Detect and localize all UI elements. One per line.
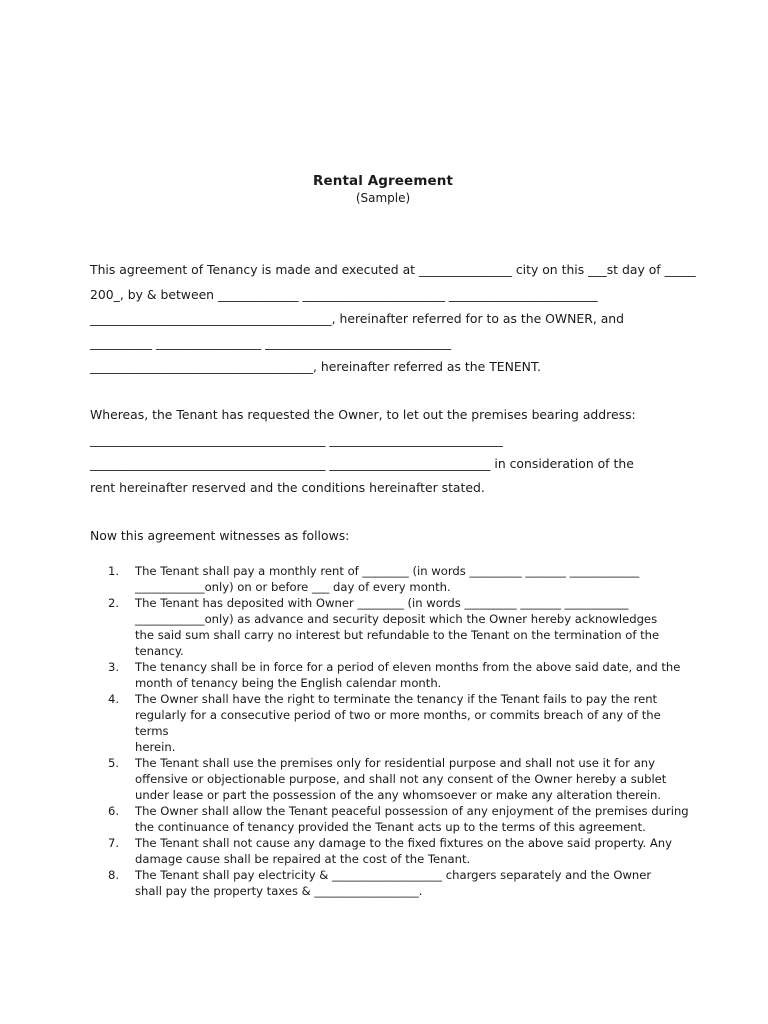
list-item [90, 803, 690, 835]
term-number: 4. [108, 692, 120, 706]
intro-line: 200_, by & between _____________ _______________________ ________________________ [90, 287, 598, 302]
term-number: 7. [108, 836, 120, 850]
term-text: The Tenant has deposited with Owner ________ (in words _________ _______ ___________ ____________only) as advance and security deposit which the Owner hereby acknowledges the said sum shall carry no interest but refundable to the Tenant on the termination of the tenancy. [135, 596, 660, 658]
term-text: The Tenant shall pay electricity & ___________________ chargers separately and the Owner shall pay the property taxes & __________________. [135, 868, 652, 898]
whereas-line: Whereas, the Tenant has requested the Owner, to let out the premises bearing address: [90, 407, 636, 422]
list-item [90, 595, 690, 659]
term-number: 1. [108, 564, 120, 578]
list-item [90, 867, 690, 899]
document-title: Rental Agreement [312, 173, 454, 189]
list-item [90, 835, 690, 867]
term-text: The Owner shall have the right to terminate the tenancy if the Tenant fails to pay the rent regularly for a consecutive period of two or more months, or commits breach of any of the terms herein. [135, 692, 661, 754]
term-text: The tenancy shall be in force for a period of eleven months from the above said date, and the month of tenancy being the English calendar month. [135, 660, 681, 690]
terms-list [90, 563, 690, 899]
list-item [90, 659, 690, 691]
list-item [90, 563, 690, 595]
term-number: 3. [108, 660, 120, 674]
term-number: 6. [108, 804, 120, 818]
intro-line: _______________________________________, hereinafter referred for to as the OWNER, and [90, 311, 625, 326]
term-text: The Tenant shall pay a monthly rent of ________ (in words _________ _______ ____________ ____________only) on or before ___ day of every month. [135, 564, 640, 594]
term-text: The Owner shall allow the Tenant peaceful possession of any enjoyment of the premises during the continuance of tenancy provided the Tenant acts up to the terms of this agreement. [135, 804, 689, 834]
whereas-line: rent hereinafter reserved and the conditions hereinafter stated. [90, 480, 485, 495]
term-number: 8. [108, 868, 120, 882]
list-item [90, 691, 690, 755]
term-number: 5. [108, 756, 120, 770]
term-text: The Tenant shall not cause any damage to the fixed fixtures on the above said property. Any damage cause shall be repaired at the cost of the Tenant. [135, 836, 672, 866]
whereas-line: ______________________________________ ____________________________ [90, 432, 503, 447]
term-number: 2. [108, 596, 120, 610]
list-item [90, 755, 690, 803]
whereas-line: ______________________________________ __________________________ in consideration of the [90, 456, 634, 471]
term-text: The Tenant shall use the premises only for residential purpose and shall not use it for any offensive or objectionable purpose, and shall not any consent of the Owner hereby a sublet under lease or part the possession of the any whomsoever or make any alteration therein. [135, 756, 667, 802]
intro-line: ____________________________________, hereinafter referred as the TENENT. [90, 359, 541, 374]
document-subtitle: (Sample) [355, 191, 411, 205]
intro-line: This agreement of Tenancy is made and executed at _______________ city on this ___st day of _____ [90, 262, 696, 277]
intro-line: __________ _________________ ______________________________ [90, 335, 452, 350]
witness-heading: Now this agreement witnesses as follows: [90, 528, 350, 543]
